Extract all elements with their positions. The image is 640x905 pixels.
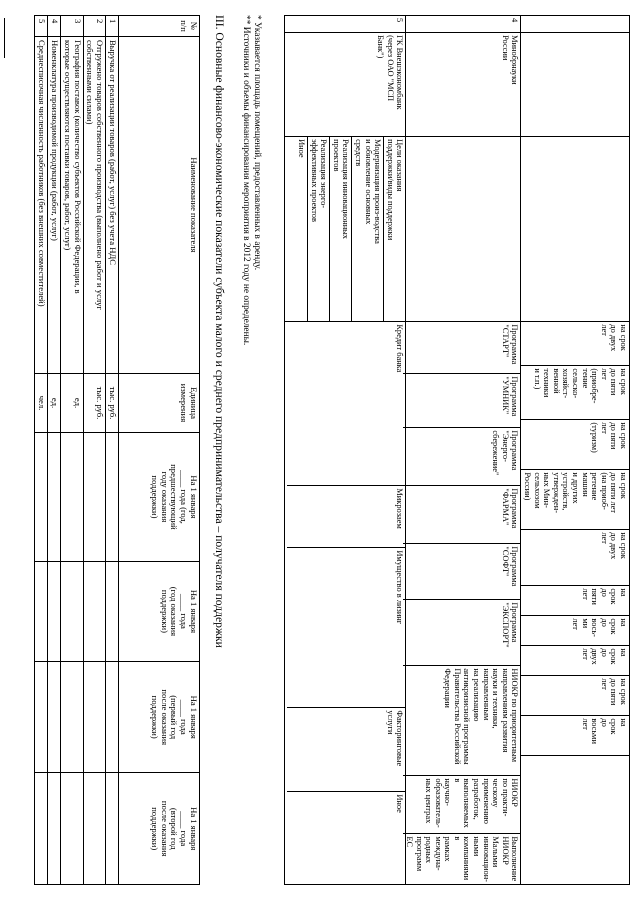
row-vnesheconombank — [285, 16, 406, 885]
row-number: 1 — [106, 16, 119, 37]
unit: тыс. руб. — [106, 374, 119, 433]
goal-item: Модернизация произ-водства и обновление основных средств — [352, 137, 384, 321]
indicator-name: Номенклатура производимой продукции (работ, услуг) — [48, 37, 61, 374]
indicator-name: География поставок (количество субъектов Российской Федерации, в которые осуществляются поставки товаров, работ, услуг) — [61, 37, 84, 374]
column-header: На 1 января ____ года (первый год после оказания поддержки) — [119, 661, 200, 773]
term-cell: на срок до пяти лет (на приоб- ретение машин и других устройств, утвержден- ных Мин- сельхозом России) — [521, 470, 629, 530]
program-cell: Программа "ЭКСПОРТ" — [403, 600, 520, 666]
goal-item: Реализация энерго- эффективных проектов — [308, 137, 330, 321]
row-minobrnauki — [406, 16, 521, 885]
column-header: На 1 января ____ года (год, предшествующий году оказания поддержки) — [119, 433, 200, 562]
support-type-cell: Иное — [395, 794, 405, 813]
indicators-table — [34, 15, 200, 885]
goals-list — [296, 137, 406, 321]
table-row — [35, 16, 48, 885]
unit: ед. — [48, 374, 61, 433]
row-number: 4 — [406, 16, 521, 33]
footnote: ** Источники и объемы финансирования мероприятия в 2012 году не определены. — [241, 15, 251, 346]
program-cell: НИОКР по практи- ческому применению разработок, выполняемых в научно- образователь- ных центрах — [403, 776, 520, 834]
section-title: III. Основные финансово-экономические показатели субъекта малого и среднего предпринимательства – получателя поддержки — [213, 15, 226, 648]
column-header: Единица измерения — [119, 374, 200, 433]
indicator-name: Выручка от реализации товаров (работ, услуг) без учета НДС — [106, 37, 119, 374]
row-number: 4 — [48, 16, 61, 37]
goal-item: Иное — [296, 137, 308, 321]
column-header: На 1 января ____ года (год оказания поддержки) — [119, 561, 200, 661]
row-number: 3 — [61, 16, 84, 37]
unit: тыс. руб. — [83, 374, 106, 433]
goal-item: Реализация инновационных проектов — [330, 137, 352, 321]
table-row — [48, 16, 61, 885]
organization-name: ГК Внешэкономбанк (через ОАО "МСП Банк") — [285, 33, 406, 137]
row-number: 2 — [83, 16, 106, 37]
indicator-name: Отгружено товаров собственного производства (выполнено работ и услуг собственными силами) — [83, 37, 106, 374]
support-programs-table — [284, 15, 630, 885]
program-cell: Программа "Энерго- сбережение" — [403, 428, 520, 486]
program-cell: Программа "УМНИК" — [403, 374, 520, 428]
support-type-cell: Кредит банка — [287, 322, 405, 486]
support-type-cell: Имущество в лизинг — [287, 548, 405, 708]
program-cell: НИОКР по приоритетным направлениям развития науки и техники, направленным на реализацию антикризисной программы Правительства Российской Федерации — [403, 666, 520, 776]
indicator-name: Среднесписочная численность работников (без внешних совместителей) — [35, 37, 48, 374]
term-cell: на срок до двух лет — [521, 530, 629, 586]
header-row — [119, 16, 200, 885]
term-cell: на срок до двух лет — [521, 322, 629, 366]
terms-row — [521, 16, 630, 885]
footnotes — [240, 15, 262, 345]
program-cell: Программа "СТАРТ" — [403, 322, 520, 374]
unit: ед. — [61, 374, 84, 433]
column-header: № п/п — [119, 16, 200, 37]
row-number: 5 — [35, 16, 48, 37]
column-header: На 1 января ____ года (второй год после оказания поддержки) — [119, 773, 200, 885]
program-cell: Программа "СОФТ" — [403, 544, 520, 600]
term-cell: на срок до вось- ми лет — [521, 616, 629, 646]
term-cell: на срок до двух лет — [521, 646, 629, 676]
unit: чел. — [35, 374, 48, 433]
term-cell: на срок до пяти лет — [521, 676, 629, 716]
table-row — [106, 16, 119, 885]
table-row — [61, 16, 84, 885]
row-number: 5 — [285, 16, 406, 33]
footnote: * Указывается площадь помещений, предоставленных в аренду. — [252, 15, 262, 271]
term-cell: на срок до пяти лет (приобре- тение сельско- хозяйст- венной техники и т.п.) — [521, 366, 629, 420]
support-type-cell: Факторинговые услуги — [287, 708, 405, 792]
term-cell: на срок до восьми лет — [521, 716, 629, 756]
term-cell: на срок до пяти лет (туризм) — [521, 420, 629, 470]
program-cell: Выполнение НИОКР Малыми инновацион- ными компаниями в рамках междуна- родных программ ЕС — [404, 836, 520, 882]
support-type-cell: Микрозаем — [287, 486, 405, 548]
program-cell: Программа "ФАРМА" — [403, 486, 520, 544]
table-row — [83, 16, 106, 885]
column-header: Наименование показателя — [119, 37, 200, 374]
organization-name: Минобрнауки России — [406, 33, 521, 137]
term-cell: на срок до пяти лет — [521, 586, 629, 616]
goals-label: Цели оказания поддержки/виды поддержки — [385, 139, 405, 241]
